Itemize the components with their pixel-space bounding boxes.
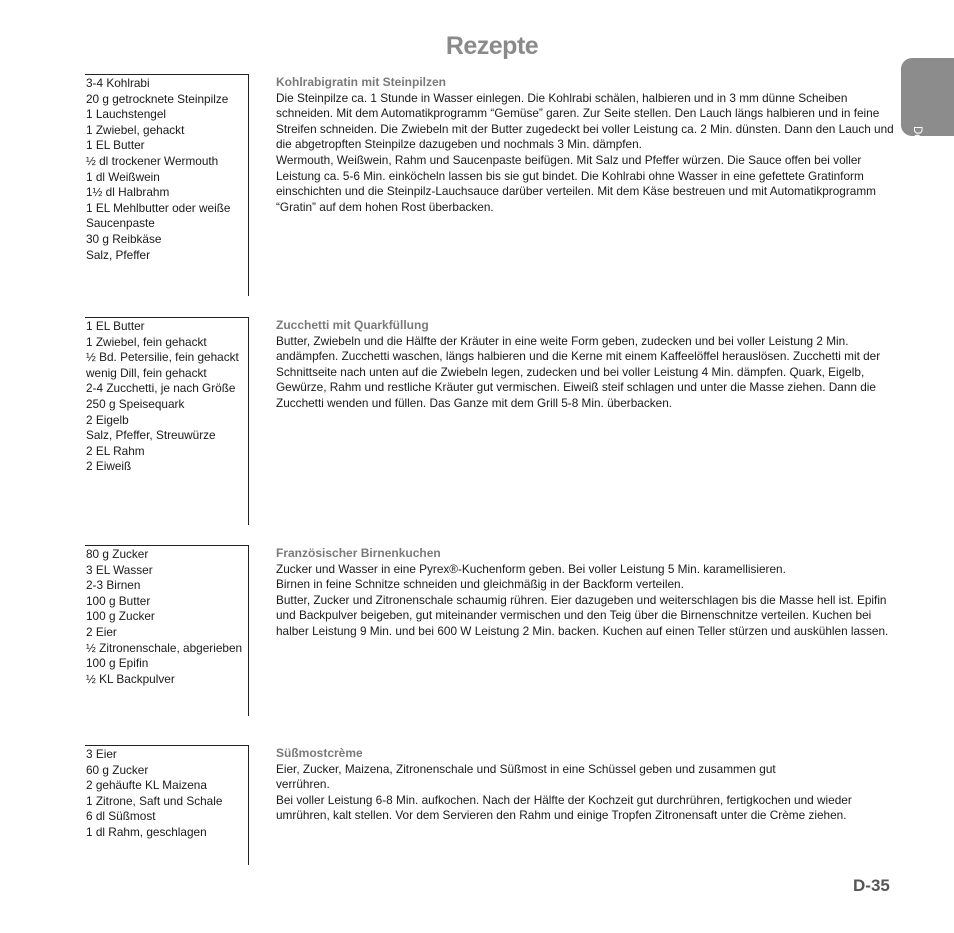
ingredient-item: 100 g Epifin [86,656,149,671]
instruction-paragraph: Eier, Zucker, Maizena, Zitronenschale und Süßmost in eine Schüssel geben und zusammen gut verrühren. [276,761,776,792]
ingredient-item: 2-4 Zucchetti, je nach Größe [86,381,236,396]
page-number: D-35 [853,876,890,895]
recipe-zucchetti [85,317,897,525]
ingredient-item: ½ Bd. Petersilie, fein gehackt wenig Dill, fein gehackt [86,350,239,380]
instruction-paragraph: Wermouth, Weißwein, Rahm und Saucenpaste beifügen. Mit Salz und Pfeffer würzen. Die Sauce offen bei voller Leistung ca. 5-6 Min. einköcheln lassen bis sie gut bindet. Die Kohlrabi ohne Wasser in eine gefettete Gratinform einschichten und die Steinpilz-Lauchsauce darüber verteilen. Mit dem Käse bestreuen und mit Automatikprogramm “Gratin” auf dem hohen Rost überbacken. [276,152,876,214]
ingredient-item: 2 Eigelb [86,412,129,427]
ingredient-item: ½ KL Backpulver [86,671,175,686]
ingredient-item: 30 g Reibkäse [86,231,162,246]
ingredient-item: 1 EL Butter [86,138,145,153]
ingredient-item: 1 EL Butter [86,319,145,333]
ingredient-item: 1½ dl Halbrahm [86,185,170,200]
recipe-body [276,318,898,412]
ingredient-item: 2 Eiweiß [86,459,132,474]
recipe-instructions [276,562,898,640]
ingredient-item: 80 g Zucker [86,547,149,561]
ingredient-item: 1 Zitrone, Saft und Schale [86,793,223,808]
ingredient-item: 20 g getrocknete Steinpilze [86,91,229,106]
ingredient-item: 1 dl Rahm, geschlagen [86,824,207,839]
instruction-paragraph: Die Steinpilze ca. 1 Stunde in Wasser einlegen. Die Kohlrabi schälen, halbieren und in 3 mm dünne Scheiben schneiden. Mit dem Automatikprogramm “Gemüse” garen. Zur Seite stellen. Den Lauch längs halbieren und in feine Streifen schneiden. Die Zwiebeln mit der Butter zugedeckt bei voller Leistung ca. 2 Min. dünsten. Dann den Lauch und die abgetropften Steinpilze dazugeben und nochmals 3 Min. dämpfen. [276,90,894,152]
language-tab [901,58,954,169]
recipe-kohlrabigratin [85,74,897,296]
ingredient-item: 2 gehäufte KL Maizena [86,778,207,793]
ingredient-item: 1 Zwiebel, fein gehackt [86,334,207,349]
ingredient-list [85,317,249,525]
ingredient-item: 3 Eier [86,747,117,761]
ingredient-item: 3-4 Kohlrabi [86,76,150,90]
recipe-body [276,75,898,215]
recipe-instructions [276,334,898,412]
ingredient-list [85,74,249,296]
ingredient-item: 3 EL Wasser [86,562,153,577]
ingredient-item: 2 EL Rahm [86,443,145,458]
instruction-paragraph: Butter, Zucker und Zitronenschale schaumig rühren. Eier dazugeben und weiterschlagen bis die Masse hell ist. Epifin und Backpulver beigeben, gut miteinander vermischen und den Teig über die Birnenschnitze verteilen. Kuchen bei halber Leistung 9 Min. und bei 600 W Leistung 2 Min. backen. Kuchen auf einen Teller stürzen und auskühlen lassen. [276,592,889,638]
ingredient-item: 1 Zwiebel, gehackt [86,122,185,137]
recipe-title: Süßmostcrème [276,746,363,760]
ingredient-list [85,545,249,716]
recipe-birnenkuchen [85,545,897,716]
ingredient-item: 1 dl Weißwein [86,169,160,184]
ingredient-item: 6 dl Süßmost [86,809,156,824]
recipe-body [276,746,898,824]
recipe-instructions [276,91,898,216]
recipe-title: Französischer Birnenkuchen [276,546,441,560]
recipe-title: Kohlrabigratin mit Steinpilzen [276,75,447,89]
instruction-paragraph: Butter, Zwiebeln und die Hälfte der Kräuter in eine weite Form geben, zudecken und bei voller Leistung 2 Min. andämpfen. Zucchetti waschen, längs halbieren und die Kerne mit einem Kaffeelöffel herauslösen. Zucchetti mit der Schnittseite nach unten auf die Zwiebeln legen, zudecken und bei voller Leistung 4 Min. dämpfen. Quark, Eigelb, Gewürze, Rahm und restliche Kräuter gut vermischen. Eiweiß steif schlagen und unter die Masse ziehen. Dann die Zucchetti wenden und füllen. Das Ganze mit dem Grill 5-8 Min. überbacken. [276,333,881,410]
ingredient-item: Salz, Pfeffer, Streuwürze [86,428,216,443]
page-title: Rezepte [445,32,539,60]
instruction-paragraph: Zucker und Wasser in eine Pyrex®-Kuchenform geben. Bei voller Leistung 5 Min. karamellisieren. [276,561,786,576]
ingredient-item: 100 g Zucker [86,609,155,624]
recipe-title: Zucchetti mit Quarkfüllung [276,318,429,332]
ingredient-item: 2-3 Birnen [86,578,141,593]
ingredient-item: 2 Eier [86,624,117,639]
recipe-instructions [276,762,898,824]
instruction-paragraph: Birnen in feine Schnitze schneiden und gleichmäßig in der Backform verteilen. [276,577,684,592]
ingredient-item: ½ Zitronenschale, abgerieben [86,640,243,655]
ingredient-item: 1 EL Mehlbutter oder weiße Saucenpaste [86,200,231,231]
ingredient-item: 1 Lauchstengel [86,107,167,122]
language-tab-label: Deutsch [911,126,923,169]
instruction-paragraph: Bei voller Leistung 6-8 Min. aufkochen. Nach der Hälfte der Kochzeit gut durchrühren, fertigkochen und wieder umrühren, kalt stellen. Vor dem Servieren den Rahm und einige Tropfen Zitronensaft unter die Crème ziehen. [276,792,852,823]
ingredient-item: 100 g Butter [86,593,151,608]
ingredient-item: ½ dl trockener Wermouth [86,153,219,168]
ingredient-item: 250 g Speisequark [86,396,185,411]
recipe-body [276,546,898,640]
recipe-suessmostcreme [85,745,897,865]
ingredient-item: 60 g Zucker [86,762,149,777]
ingredient-item: Salz, Pfeffer [86,247,151,262]
ingredient-list [85,745,249,865]
